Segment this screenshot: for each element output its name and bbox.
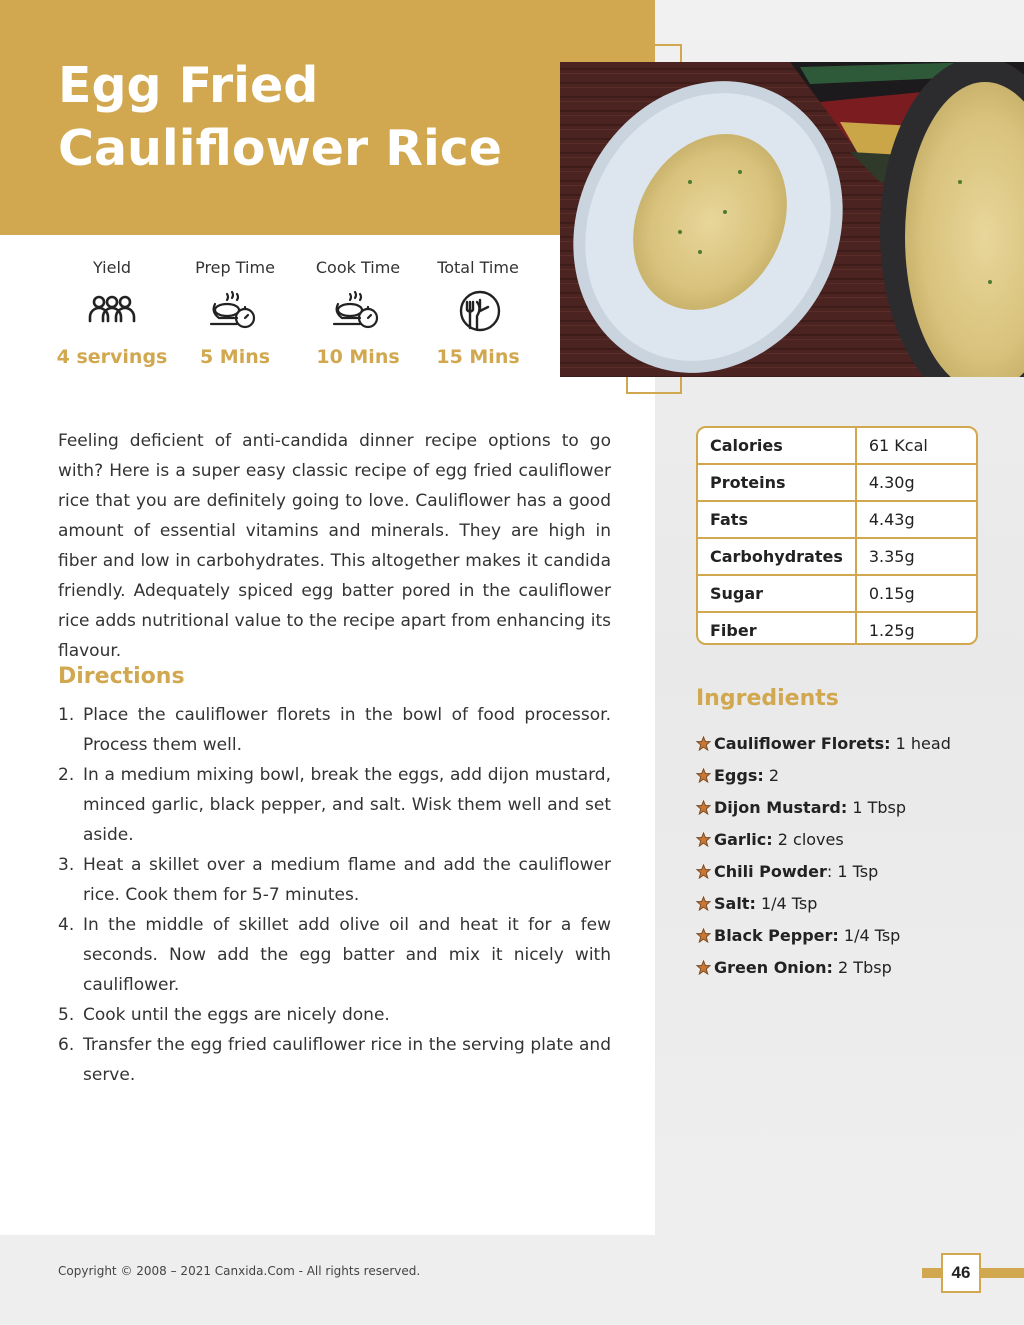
stat-prep-time: [175, 258, 295, 368]
stat-label: Prep Time: [195, 258, 275, 277]
step-number: 3.: [58, 855, 75, 875]
step-text: In the middle of skillet add olive oil and heat it for a few seconds. Now add the egg batter and mix it nicely with cauliflower.: [83, 915, 611, 995]
nutrient-name: Proteins: [698, 464, 856, 501]
star-icon: [696, 896, 711, 911]
stat-value: 15 Mins: [436, 346, 520, 368]
nutrition-row: [698, 575, 976, 612]
nutrition-row: [698, 428, 976, 464]
ingredient-name: Garlic:: [714, 830, 773, 849]
nutrient-value: 4.43g: [856, 501, 976, 538]
ingredient-item: [696, 890, 1016, 922]
stat-total-time: [418, 258, 538, 368]
nutrition-row: [698, 501, 976, 538]
ingredient-qty: 2 Tbsp: [832, 958, 892, 977]
ingredient-name: Salt:: [714, 894, 756, 913]
star-icon: [696, 768, 711, 783]
ingredient-name: Dijon Mustard:: [714, 798, 848, 817]
footer-band: [0, 1235, 1024, 1325]
nutrition-table: [696, 426, 978, 645]
step-text: Transfer the egg fried cauliflower rice in the serving plate and serve.: [83, 1035, 611, 1085]
ingredient-name: Cauliflower Florets:: [714, 734, 891, 753]
nutrient-name: Fats: [698, 501, 856, 538]
nutrient-name: Carbohydrates: [698, 538, 856, 575]
recipe-title-line2: Cauliflower Rice: [58, 120, 503, 177]
ingredient-qty: 1 head: [890, 734, 951, 753]
ingredient-item: [696, 858, 1016, 890]
ingredient-qty: 2: [763, 766, 780, 785]
recipe-stats: [52, 258, 532, 378]
step-number: 5.: [58, 1005, 75, 1025]
ingredient-item: [696, 826, 1016, 858]
ingredients-heading: Ingredients: [696, 686, 839, 711]
ingredient-item: [696, 922, 1016, 954]
step-text: Place the cauliflower florets in the bowl of food processor. Process them well.: [83, 705, 611, 755]
nutrient-name: Fiber: [698, 612, 856, 645]
star-icon: [696, 864, 711, 879]
ingredient-name: Green Onion:: [714, 958, 833, 977]
stat-value: 10 Mins: [316, 346, 400, 368]
pan-timer-icon: [207, 288, 263, 334]
title-banner: [0, 0, 655, 235]
ingredient-item: [696, 730, 1016, 762]
ingredient-item: [696, 794, 1016, 826]
nutrition-row: [698, 538, 976, 575]
stat-cook-time: [298, 258, 418, 368]
nutrient-name: Calories: [698, 428, 856, 464]
direction-step: [58, 760, 611, 850]
step-number: 6.: [58, 1035, 75, 1055]
people-icon: [84, 288, 140, 334]
directions-heading: Directions: [58, 664, 185, 689]
nutrient-value: 4.30g: [856, 464, 976, 501]
nutrient-value: 0.15g: [856, 575, 976, 612]
copyright-text: Copyright © 2008 – 2021 Canxida.Com - All rights reserved.: [58, 1264, 421, 1278]
ingredient-name: Black Pepper:: [714, 926, 839, 945]
step-text: Heat a skillet over a medium flame and add the cauliflower rice. Cook them for 5-7 minutes.: [83, 855, 611, 905]
ingredient-name: Eggs:: [714, 766, 764, 785]
page-number: 46: [941, 1253, 981, 1293]
directions-list: [58, 700, 611, 1090]
ingredient-item: [696, 954, 1016, 986]
direction-step: [58, 1030, 611, 1090]
recipe-photo-illustration: [560, 62, 1024, 377]
step-number: 4.: [58, 915, 75, 935]
stat-value: 5 Mins: [199, 346, 271, 368]
clock-cutlery-icon: [450, 288, 506, 334]
ingredient-qty: : 1 Tsp: [826, 862, 879, 881]
star-icon: [696, 736, 711, 751]
ingredient-item: [696, 762, 1016, 794]
nutrition-row: [698, 612, 976, 645]
ingredient-qty: 1/4 Tsp: [838, 926, 901, 945]
nutrition-row: [698, 464, 976, 501]
stat-label: Cook Time: [315, 258, 401, 277]
direction-step: [58, 1000, 611, 1030]
pan-timer-icon: [330, 288, 386, 334]
step-number: 2.: [58, 765, 75, 785]
star-icon: [696, 960, 711, 975]
stat-label: Yield: [92, 258, 132, 277]
nutrient-value: 61 Kcal: [856, 428, 976, 464]
recipe-title-line1: Egg Fried: [58, 57, 319, 114]
step-text: In a medium mixing bowl, break the eggs, add dijon mustard, minced garlic, black pepper, and salt. Wisk them well and set aside.: [83, 765, 611, 845]
ingredients-list: [696, 730, 1016, 986]
stat-yield: [52, 258, 172, 368]
recipe-photo: [560, 62, 1024, 377]
stat-label: Total Time: [437, 258, 519, 277]
ingredient-name: Chili Powder: [714, 862, 827, 881]
star-icon: [696, 832, 711, 847]
recipe-title: [58, 54, 558, 180]
nutrient-name: Sugar: [698, 575, 856, 612]
star-icon: [696, 928, 711, 943]
nutrient-value: 3.35g: [856, 538, 976, 575]
ingredient-qty: 1 Tbsp: [847, 798, 907, 817]
nutrient-value: 1.25g: [868, 621, 915, 640]
ingredient-qty: 2 cloves: [772, 830, 844, 849]
step-text: Cook until the eggs are nicely done.: [83, 1005, 390, 1025]
recipe-intro: Feeling deficient of anti-candida dinner recipe options to go with? Here is a super easy classic recipe of egg fried cauliflower rice that you are definitely going to love. Cauliflower has a good amount of essential vitamins and minerals. They are high in fiber and low in carbohydrates. This altogether makes it candida friendly. Adequately spiced egg batter pored in the cauliflower rice adds nutritional value to the recipe apart from enhancing its flavour.: [58, 431, 611, 661]
direction-step: [58, 910, 611, 1000]
direction-step: [58, 850, 611, 910]
stat-value: 4 servings: [56, 346, 168, 368]
direction-step: [58, 700, 611, 760]
step-number: 1.: [58, 705, 75, 725]
star-icon: [696, 800, 711, 815]
ingredient-qty: 1/4 Tsp: [755, 894, 818, 913]
